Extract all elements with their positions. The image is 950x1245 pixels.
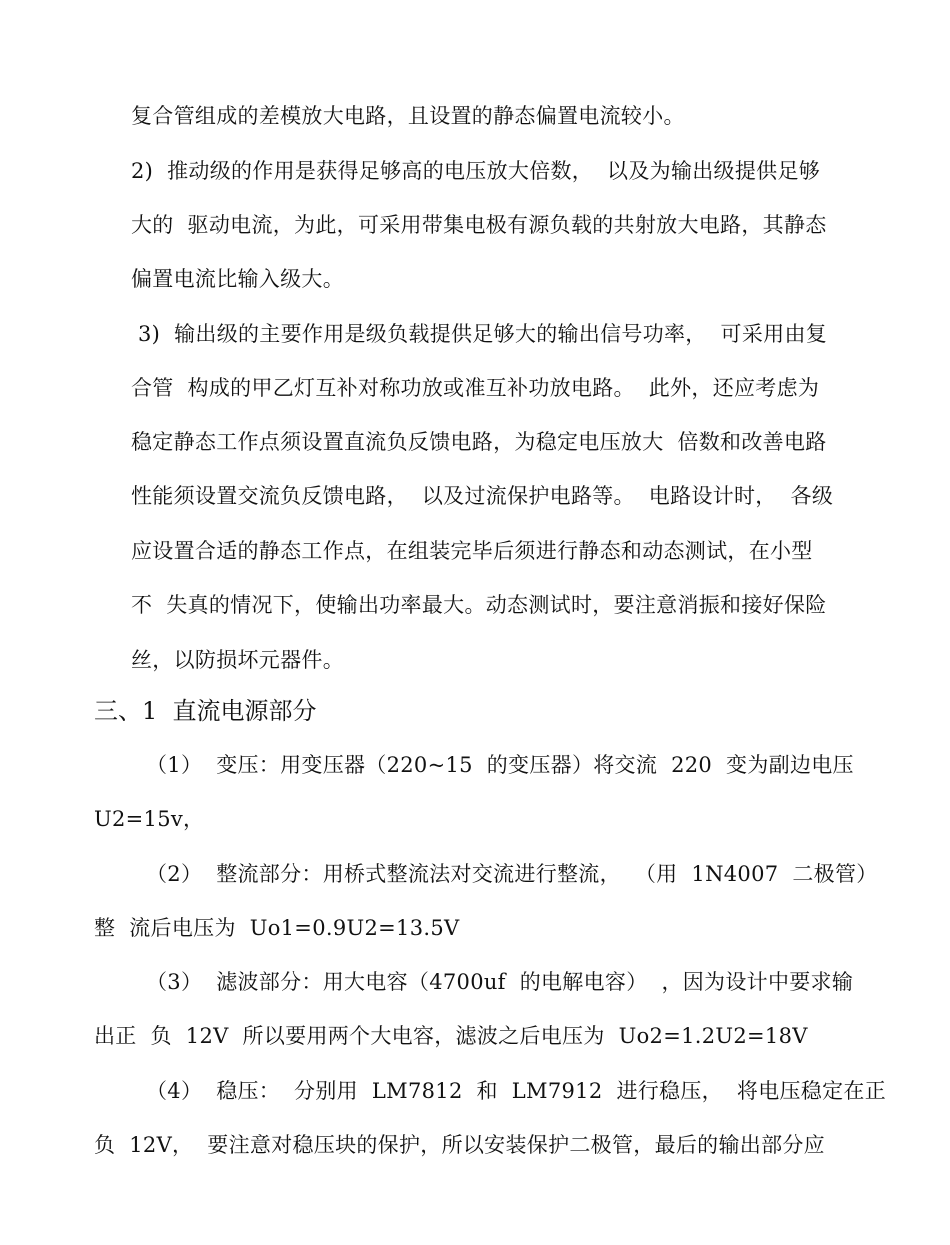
- section-line-3: （2） 整流部分：用桥式整流法对交流进行整流， （用 1N4007 二极管）: [146, 862, 878, 886]
- section-line-4: 整 流后电压为 Uo1=0.9U2=13.5V: [94, 916, 460, 940]
- text-line-5: 3) 输出级的主要作用是级负载提供足够大的输出信号功率， 可采用由复: [138, 322, 828, 346]
- text-line-10: 不 失真的情况下，使输出功率最大。动态测试时，要注意消振和接好保险: [131, 593, 827, 617]
- text-line-7: 稳定静态工作点须设置直流负反馈电路，为稳定电压放大 倍数和改善电路: [131, 430, 827, 454]
- section-line-7: （4） 稳压： 分别用 LM7812 和 LM7912 进行稳压， 将电压稳定在正: [146, 1079, 886, 1103]
- section-heading: 三、1 直流电源部分: [94, 697, 317, 725]
- text-line-2: 2) 推动级的作用是获得足够高的电压放大倍数， 以及为输出级提供足够: [131, 159, 821, 183]
- section-line-8: 负 12V， 要注意对稳压块的保护，所以安装保护二极管，最后的输出部分应: [94, 1133, 825, 1157]
- text-line-4: 偏置电流比输入级大。: [131, 267, 344, 291]
- text-line-1: 复合管组成的差模放大电路，且设置的静态偏置电流较小。: [131, 104, 685, 128]
- text-line-9: 应设置合适的静态工作点，在组装完毕后须进行静态和动态测试，在小型: [131, 539, 813, 563]
- section-line-1: （1） 变压：用变压器（220~15 的变压器）将交流 220 变为副边电压: [146, 753, 854, 777]
- text-line-8: 性能须设置交流负反馈电路， 以及过流保护电路等。 电路设计时， 各级: [131, 484, 834, 508]
- text-line-6: 合管 构成的甲乙灯互补对称功放或准互补功放电路。 此外，还应考虑为: [131, 376, 820, 400]
- section-line-5: （3） 滤波部分：用大电容（4700uf 的电解电容） ，因为设计中要求输: [146, 970, 854, 994]
- section-line-2: U2=15v，: [94, 807, 205, 831]
- text-line-3: 大的 驱动电流，为此，可采用带集电极有源负载的共射放大电路，其静态: [131, 213, 827, 237]
- section-line-6: 出正 负 12V 所以要用两个大电容，滤波之后电压为 Uo2=1.2U2=18V: [94, 1024, 808, 1048]
- text-line-11: 丝，以防损坏元器件。: [131, 648, 344, 672]
